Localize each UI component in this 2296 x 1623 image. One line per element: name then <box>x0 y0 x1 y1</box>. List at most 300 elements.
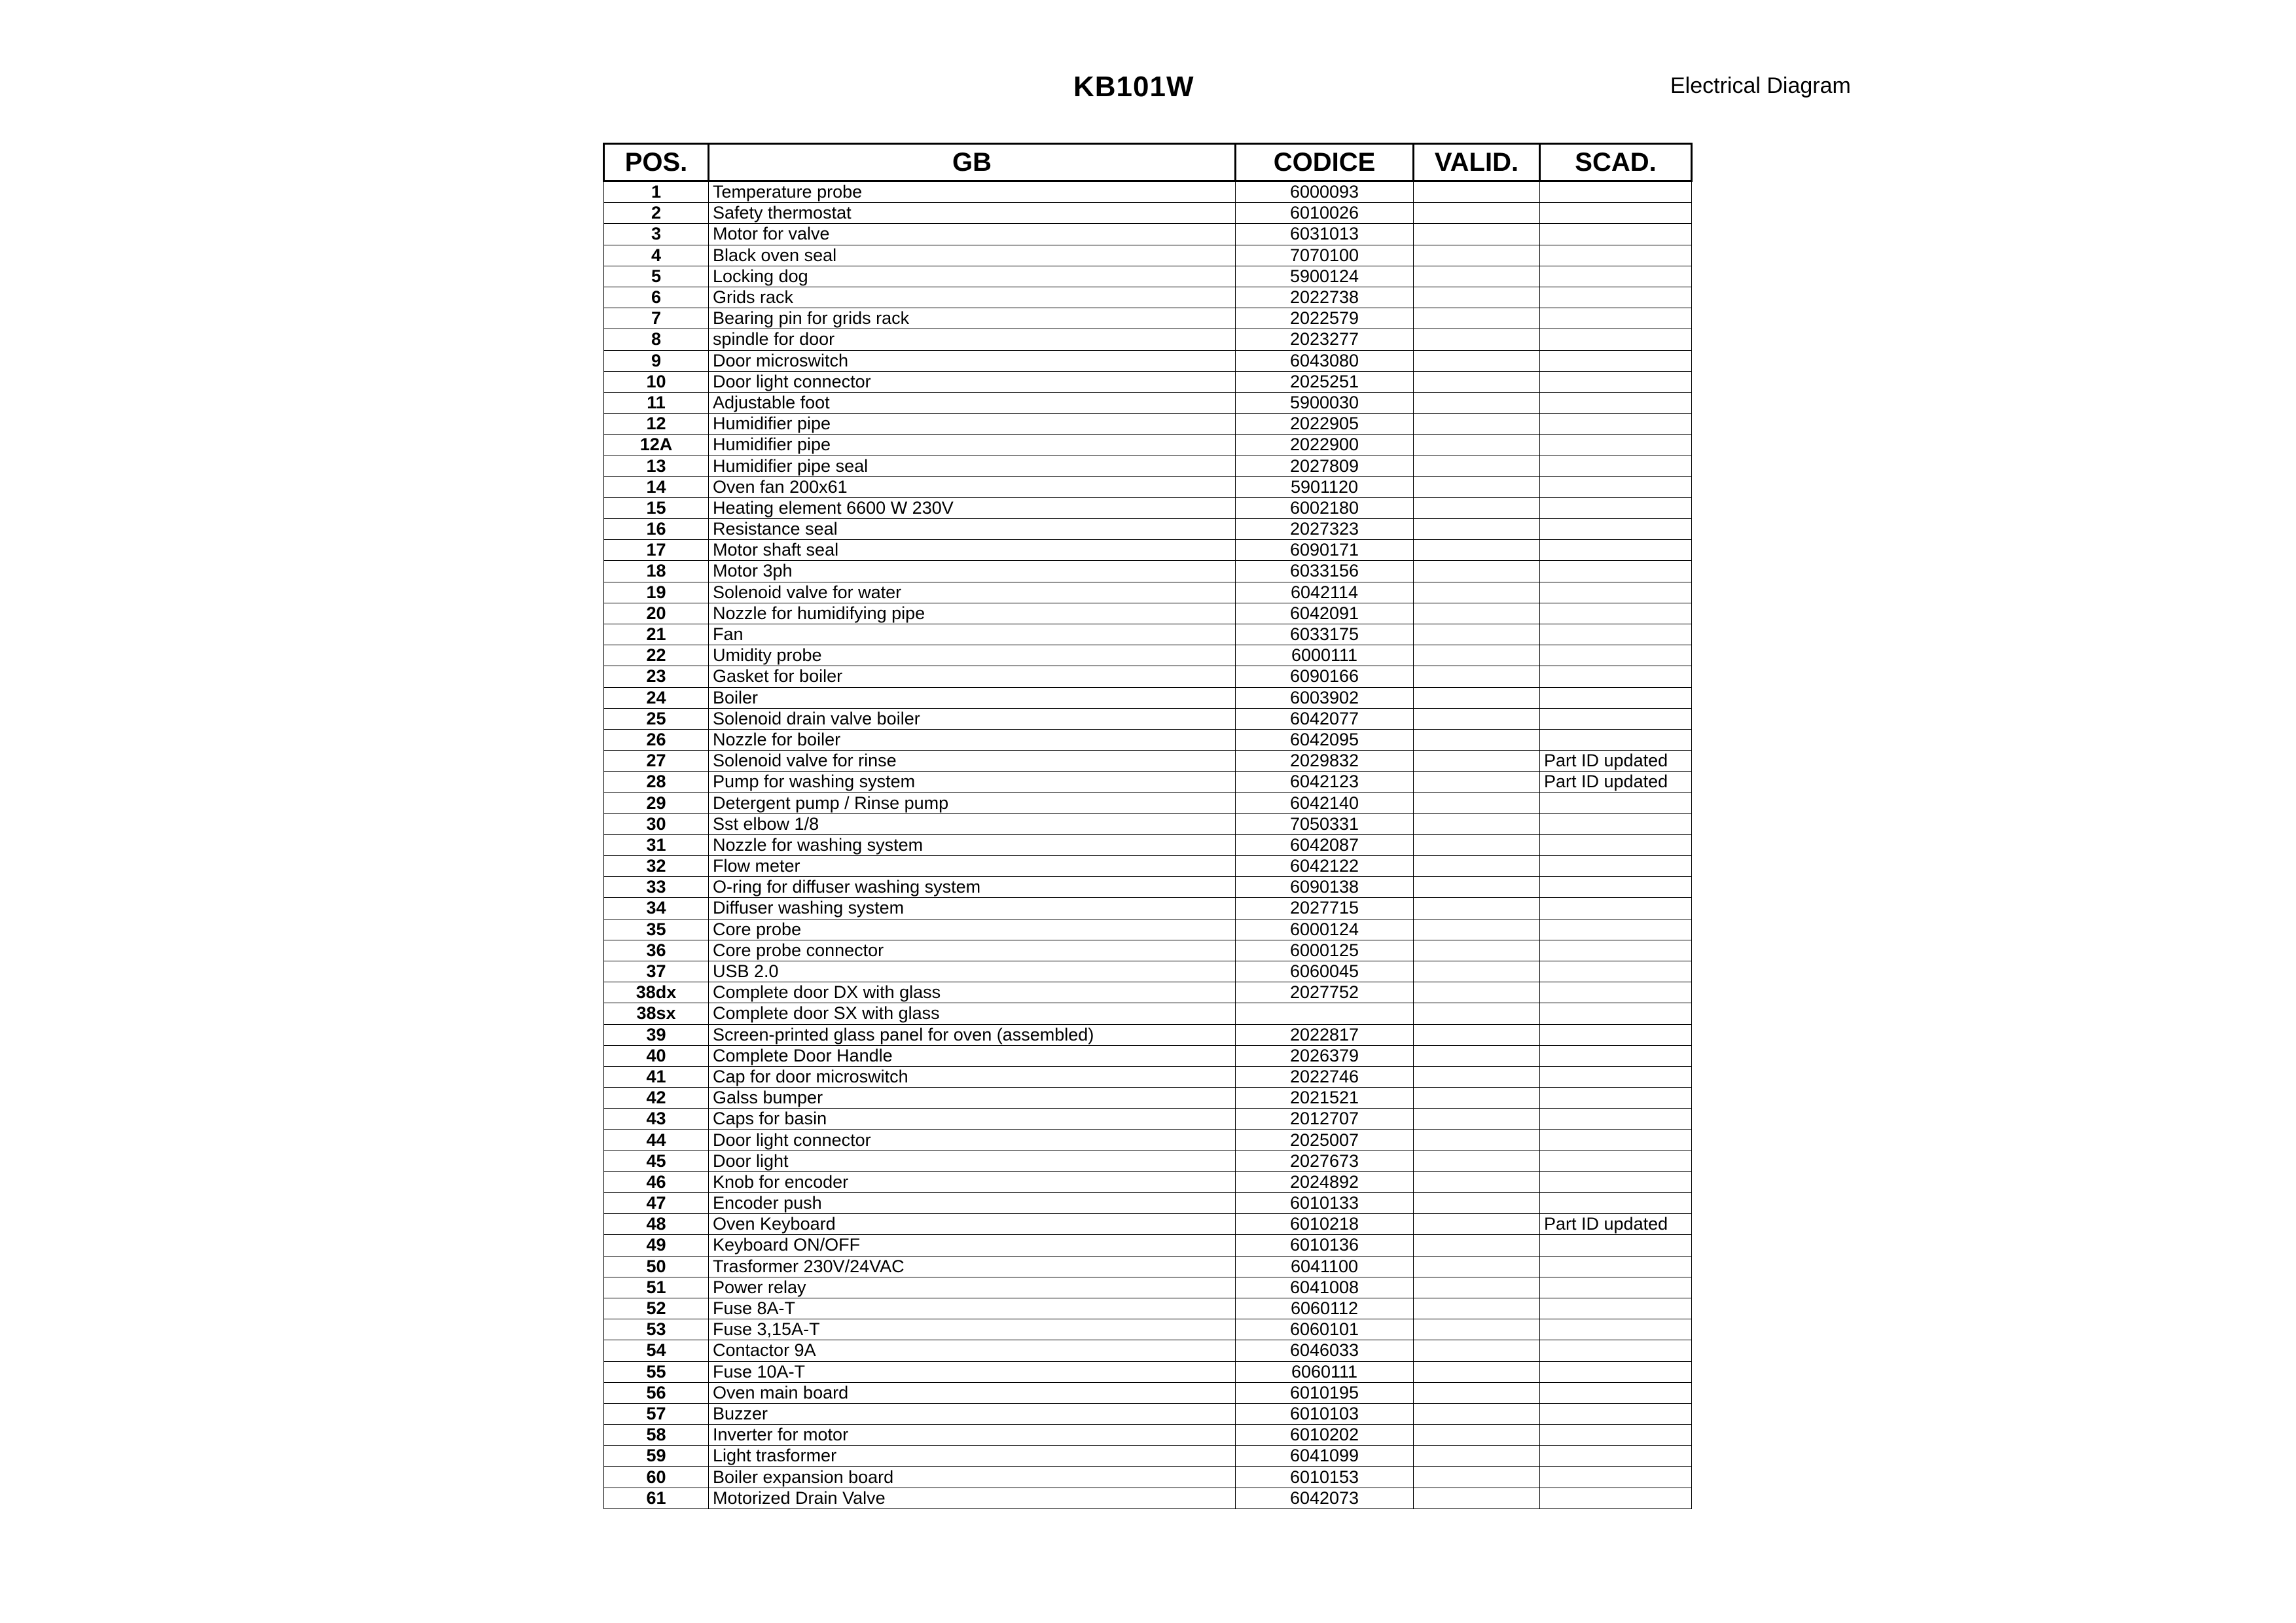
cell-scad <box>1540 624 1692 645</box>
cell-desc: Grids rack <box>709 287 1236 308</box>
table-row <box>604 1066 1692 1087</box>
cell-scad <box>1540 1340 1692 1361</box>
cell-valid <box>1414 751 1540 772</box>
cell-pos: 59 <box>604 1446 709 1467</box>
cell-desc: Solenoid valve for rinse <box>709 751 1236 772</box>
cell-code: 2022579 <box>1236 308 1414 329</box>
cell-pos: 48 <box>604 1214 709 1235</box>
cell-pos: 22 <box>604 645 709 666</box>
cell-code: 2022746 <box>1236 1066 1414 1087</box>
column-header-valid: VALID. <box>1414 144 1540 181</box>
cell-pos: 16 <box>604 519 709 540</box>
table-row <box>604 1024 1692 1045</box>
cell-desc: USB 2.0 <box>709 961 1236 982</box>
table-row <box>604 1235 1692 1256</box>
cell-code: 7050331 <box>1236 813 1414 834</box>
cell-valid <box>1414 350 1540 371</box>
cell-scad <box>1540 1277 1692 1298</box>
cell-scad <box>1540 203 1692 224</box>
cell-code: 6060111 <box>1236 1361 1414 1382</box>
cell-valid <box>1414 455 1540 476</box>
cell-desc: Galss bumper <box>709 1088 1236 1109</box>
cell-scad <box>1540 603 1692 624</box>
cell-pos: 25 <box>604 708 709 729</box>
cell-desc: Humidifier pipe seal <box>709 455 1236 476</box>
cell-scad <box>1540 455 1692 476</box>
cell-valid <box>1414 329 1540 350</box>
cell-pos: 27 <box>604 751 709 772</box>
cell-pos: 7 <box>604 308 709 329</box>
cell-valid <box>1414 1024 1540 1045</box>
cell-scad <box>1540 1150 1692 1171</box>
table-row <box>604 1361 1692 1382</box>
cell-valid <box>1414 371 1540 392</box>
table-row <box>604 582 1692 603</box>
cell-pos: 31 <box>604 834 709 855</box>
cell-desc: Humidifier pipe <box>709 414 1236 435</box>
cell-scad <box>1540 392 1692 413</box>
cell-valid <box>1414 1150 1540 1171</box>
cell-scad <box>1540 224 1692 245</box>
cell-code: 6041008 <box>1236 1277 1414 1298</box>
cell-scad <box>1540 961 1692 982</box>
cell-pos: 43 <box>604 1109 709 1130</box>
cell-pos: 33 <box>604 877 709 898</box>
cell-valid <box>1414 603 1540 624</box>
cell-pos: 54 <box>604 1340 709 1361</box>
cell-pos: 12 <box>604 414 709 435</box>
cell-desc: Door light <box>709 1150 1236 1171</box>
cell-code: 2024892 <box>1236 1171 1414 1192</box>
cell-pos: 37 <box>604 961 709 982</box>
cell-desc: Caps for basin <box>709 1109 1236 1130</box>
cell-pos: 9 <box>604 350 709 371</box>
cell-code: 2027323 <box>1236 519 1414 540</box>
cell-pos: 44 <box>604 1130 709 1150</box>
cell-pos: 18 <box>604 561 709 582</box>
cell-code: 6042095 <box>1236 729 1414 750</box>
cell-pos: 23 <box>604 666 709 687</box>
cell-desc: Temperature probe <box>709 181 1236 203</box>
cell-pos: 13 <box>604 455 709 476</box>
cell-pos: 3 <box>604 224 709 245</box>
table-row <box>604 181 1692 203</box>
cell-code: 5901120 <box>1236 476 1414 497</box>
cell-desc: Core probe <box>709 919 1236 940</box>
table-row <box>604 519 1692 540</box>
table-row <box>604 772 1692 793</box>
cell-scad <box>1540 1109 1692 1130</box>
cell-pos: 32 <box>604 856 709 877</box>
table-row <box>604 793 1692 813</box>
cell-pos: 8 <box>604 329 709 350</box>
cell-valid <box>1414 856 1540 877</box>
table-row <box>604 203 1692 224</box>
cell-valid <box>1414 1382 1540 1403</box>
cell-scad <box>1540 1446 1692 1467</box>
cell-scad <box>1540 371 1692 392</box>
cell-pos: 55 <box>604 1361 709 1382</box>
cell-valid <box>1414 1256 1540 1277</box>
cell-code: 7070100 <box>1236 245 1414 266</box>
cell-scad <box>1540 898 1692 919</box>
cell-valid <box>1414 582 1540 603</box>
cell-valid <box>1414 224 1540 245</box>
table-row <box>604 350 1692 371</box>
cell-pos: 20 <box>604 603 709 624</box>
cell-valid <box>1414 687 1540 708</box>
cell-desc: Fuse 8A-T <box>709 1298 1236 1319</box>
cell-desc: Knob for encoder <box>709 1171 1236 1192</box>
table-row <box>604 1488 1692 1508</box>
cell-code: 6031013 <box>1236 224 1414 245</box>
table-header-row <box>604 144 1692 181</box>
cell-pos: 14 <box>604 476 709 497</box>
table-row <box>604 1003 1692 1024</box>
cell-valid <box>1414 497 1540 518</box>
cell-valid <box>1414 877 1540 898</box>
table-row <box>604 266 1692 287</box>
cell-desc: Flow meter <box>709 856 1236 877</box>
cell-code: 6010153 <box>1236 1467 1414 1488</box>
table-row <box>604 1045 1692 1066</box>
cell-code: 6000124 <box>1236 919 1414 940</box>
cell-desc: Motor 3ph <box>709 561 1236 582</box>
cell-scad <box>1540 181 1692 203</box>
cell-scad <box>1540 1382 1692 1403</box>
cell-desc: Boiler <box>709 687 1236 708</box>
cell-valid <box>1414 1446 1540 1467</box>
table-row <box>604 1425 1692 1446</box>
cell-valid <box>1414 245 1540 266</box>
cell-desc: Buzzer <box>709 1403 1236 1424</box>
cell-scad: Part ID updated <box>1540 751 1692 772</box>
cell-pos: 42 <box>604 1088 709 1109</box>
cell-pos: 45 <box>604 1150 709 1171</box>
cell-scad <box>1540 645 1692 666</box>
cell-valid <box>1414 772 1540 793</box>
table-row <box>604 666 1692 687</box>
cell-pos: 58 <box>604 1425 709 1446</box>
cell-pos: 5 <box>604 266 709 287</box>
cell-desc: Complete Door Handle <box>709 1045 1236 1066</box>
cell-valid <box>1414 729 1540 750</box>
cell-code: 6010133 <box>1236 1193 1414 1214</box>
cell-valid <box>1414 435 1540 455</box>
cell-valid <box>1414 1488 1540 1508</box>
table-row <box>604 687 1692 708</box>
parts-table-body <box>604 181 1692 1509</box>
cell-code: 6002180 <box>1236 497 1414 518</box>
table-row <box>604 961 1692 982</box>
table-row <box>604 1467 1692 1488</box>
cell-desc: Nozzle for boiler <box>709 729 1236 750</box>
table-row <box>604 455 1692 476</box>
cell-valid <box>1414 645 1540 666</box>
cell-desc: Diffuser washing system <box>709 898 1236 919</box>
cell-scad <box>1540 1130 1692 1150</box>
column-header-scad: SCAD. <box>1540 144 1692 181</box>
cell-scad <box>1540 308 1692 329</box>
table-row <box>604 708 1692 729</box>
cell-pos: 36 <box>604 940 709 961</box>
cell-pos: 40 <box>604 1045 709 1066</box>
cell-pos: 38sx <box>604 1003 709 1024</box>
cell-code <box>1236 1003 1414 1024</box>
cell-pos: 19 <box>604 582 709 603</box>
cell-scad <box>1540 1193 1692 1214</box>
table-row <box>604 1130 1692 1150</box>
cell-pos: 51 <box>604 1277 709 1298</box>
cell-desc: Resistance seal <box>709 519 1236 540</box>
cell-desc: Power relay <box>709 1277 1236 1298</box>
cell-valid <box>1414 181 1540 203</box>
cell-code: 6060112 <box>1236 1298 1414 1319</box>
cell-valid <box>1414 1130 1540 1150</box>
cell-code: 2029832 <box>1236 751 1414 772</box>
cell-desc: Locking dog <box>709 266 1236 287</box>
cell-code: 6003902 <box>1236 687 1414 708</box>
cell-code: 6042123 <box>1236 772 1414 793</box>
cell-pos: 46 <box>604 1171 709 1192</box>
cell-code: 6010195 <box>1236 1382 1414 1403</box>
cell-desc: Trasformer 230V/24VAC <box>709 1256 1236 1277</box>
cell-desc: Gasket for boiler <box>709 666 1236 687</box>
table-row <box>604 1171 1692 1192</box>
cell-pos: 11 <box>604 392 709 413</box>
cell-pos: 53 <box>604 1319 709 1340</box>
cell-pos: 24 <box>604 687 709 708</box>
table-row <box>604 751 1692 772</box>
table-row <box>604 371 1692 392</box>
cell-desc: Oven fan 200x61 <box>709 476 1236 497</box>
cell-valid <box>1414 519 1540 540</box>
table-row <box>604 1446 1692 1467</box>
cell-code: 2027715 <box>1236 898 1414 919</box>
cell-valid <box>1414 1088 1540 1109</box>
table-row <box>604 813 1692 834</box>
cell-code: 6010218 <box>1236 1214 1414 1235</box>
table-row <box>604 603 1692 624</box>
cell-code: 6000111 <box>1236 645 1414 666</box>
cell-scad <box>1540 1467 1692 1488</box>
cell-desc: Pump for washing system <box>709 772 1236 793</box>
cell-desc: Motor shaft seal <box>709 540 1236 561</box>
cell-valid <box>1414 919 1540 940</box>
cell-desc: Motor for valve <box>709 224 1236 245</box>
cell-scad <box>1540 561 1692 582</box>
table-row <box>604 856 1692 877</box>
cell-valid <box>1414 898 1540 919</box>
cell-valid <box>1414 624 1540 645</box>
cell-desc: Nozzle for washing system <box>709 834 1236 855</box>
document-subtitle: Electrical Diagram <box>1670 73 1851 98</box>
cell-valid <box>1414 982 1540 1003</box>
cell-valid <box>1414 666 1540 687</box>
cell-code: 6042087 <box>1236 834 1414 855</box>
table-row <box>604 1403 1692 1424</box>
cell-code: 2012707 <box>1236 1109 1414 1130</box>
cell-pos: 61 <box>604 1488 709 1508</box>
cell-pos: 10 <box>604 371 709 392</box>
cell-valid <box>1414 308 1540 329</box>
cell-pos: 21 <box>604 624 709 645</box>
table-row <box>604 435 1692 455</box>
cell-scad <box>1540 329 1692 350</box>
cell-desc: Nozzle for humidifying pipe <box>709 603 1236 624</box>
cell-desc: Door microswitch <box>709 350 1236 371</box>
cell-desc: Core probe connector <box>709 940 1236 961</box>
cell-pos: 30 <box>604 813 709 834</box>
cell-desc: spindle for door <box>709 329 1236 350</box>
cell-desc: Encoder push <box>709 1193 1236 1214</box>
cell-scad <box>1540 1403 1692 1424</box>
cell-valid <box>1414 793 1540 813</box>
cell-desc: Screen-printed glass panel for oven (assembled) <box>709 1024 1236 1045</box>
cell-scad <box>1540 1298 1692 1319</box>
table-row <box>604 287 1692 308</box>
cell-desc: Door light connector <box>709 371 1236 392</box>
cell-valid <box>1414 1298 1540 1319</box>
cell-scad <box>1540 1024 1692 1045</box>
table-row <box>604 729 1692 750</box>
column-header-codice: CODICE <box>1236 144 1414 181</box>
cell-scad <box>1540 414 1692 435</box>
cell-code: 2021521 <box>1236 1088 1414 1109</box>
cell-scad <box>1540 940 1692 961</box>
cell-desc: Complete door DX with glass <box>709 982 1236 1003</box>
cell-scad <box>1540 1319 1692 1340</box>
cell-desc: Solenoid drain valve boiler <box>709 708 1236 729</box>
table-row <box>604 392 1692 413</box>
cell-scad <box>1540 793 1692 813</box>
cell-desc: Detergent pump / Rinse pump <box>709 793 1236 813</box>
cell-pos: 60 <box>604 1467 709 1488</box>
cell-code: 5900124 <box>1236 266 1414 287</box>
cell-code: 6042091 <box>1236 603 1414 624</box>
table-row <box>604 540 1692 561</box>
table-row <box>604 834 1692 855</box>
table-row <box>604 224 1692 245</box>
cell-desc: O-ring for diffuser washing system <box>709 877 1236 898</box>
document-title: KB101W <box>1073 71 1194 103</box>
cell-valid <box>1414 287 1540 308</box>
cell-desc: Complete door SX with glass <box>709 1003 1236 1024</box>
cell-valid <box>1414 476 1540 497</box>
cell-code: 2022900 <box>1236 435 1414 455</box>
cell-code: 6033156 <box>1236 561 1414 582</box>
table-row <box>604 1193 1692 1214</box>
table-row <box>604 329 1692 350</box>
cell-code: 6042122 <box>1236 856 1414 877</box>
cell-valid <box>1414 1066 1540 1087</box>
cell-scad <box>1540 1088 1692 1109</box>
cell-valid <box>1414 1109 1540 1130</box>
column-header-pos: POS. <box>604 144 709 181</box>
cell-code: 2025007 <box>1236 1130 1414 1150</box>
cell-pos: 49 <box>604 1235 709 1256</box>
cell-desc: Contactor 9A <box>709 1340 1236 1361</box>
cell-code: 6042073 <box>1236 1488 1414 1508</box>
cell-desc: Light trasformer <box>709 1446 1236 1467</box>
cell-desc: Fuse 3,15A-T <box>709 1319 1236 1340</box>
cell-pos: 34 <box>604 898 709 919</box>
cell-scad <box>1540 497 1692 518</box>
cell-code: 6090171 <box>1236 540 1414 561</box>
table-row <box>604 414 1692 435</box>
table-row <box>604 919 1692 940</box>
cell-pos: 38dx <box>604 982 709 1003</box>
cell-valid <box>1414 940 1540 961</box>
cell-desc: Fan <box>709 624 1236 645</box>
cell-pos: 56 <box>604 1382 709 1403</box>
cell-valid <box>1414 1425 1540 1446</box>
cell-scad <box>1540 476 1692 497</box>
table-row <box>604 1319 1692 1340</box>
cell-pos: 41 <box>604 1066 709 1087</box>
cell-valid <box>1414 392 1540 413</box>
cell-scad <box>1540 877 1692 898</box>
cell-scad <box>1540 1171 1692 1192</box>
cell-scad <box>1540 708 1692 729</box>
cell-scad <box>1540 1425 1692 1446</box>
cell-desc: Bearing pin for grids rack <box>709 308 1236 329</box>
cell-scad <box>1540 666 1692 687</box>
cell-code: 6060045 <box>1236 961 1414 982</box>
cell-code: 6010202 <box>1236 1425 1414 1446</box>
cell-code: 2027752 <box>1236 982 1414 1003</box>
table-row <box>604 940 1692 961</box>
cell-code: 2022738 <box>1236 287 1414 308</box>
cell-valid <box>1414 1277 1540 1298</box>
table-row <box>604 877 1692 898</box>
cell-valid <box>1414 1235 1540 1256</box>
cell-pos: 35 <box>604 919 709 940</box>
cell-scad <box>1540 729 1692 750</box>
cell-scad <box>1540 856 1692 877</box>
cell-scad <box>1540 1256 1692 1277</box>
table-row <box>604 476 1692 497</box>
column-header-gb: GB <box>709 144 1236 181</box>
cell-desc: Oven main board <box>709 1382 1236 1403</box>
cell-valid <box>1414 1045 1540 1066</box>
cell-desc: Adjustable foot <box>709 392 1236 413</box>
cell-code: 6010026 <box>1236 203 1414 224</box>
table-row <box>604 624 1692 645</box>
cell-scad <box>1540 982 1692 1003</box>
cell-code: 6042140 <box>1236 793 1414 813</box>
cell-desc: Humidifier pipe <box>709 435 1236 455</box>
cell-desc: Cap for door microswitch <box>709 1066 1236 1087</box>
cell-code: 6010136 <box>1236 1235 1414 1256</box>
cell-pos: 26 <box>604 729 709 750</box>
cell-valid <box>1414 1214 1540 1235</box>
cell-desc: Safety thermostat <box>709 203 1236 224</box>
cell-scad <box>1540 919 1692 940</box>
table-row <box>604 245 1692 266</box>
table-row <box>604 1298 1692 1319</box>
table-row <box>604 1150 1692 1171</box>
cell-code: 2025251 <box>1236 371 1414 392</box>
cell-scad <box>1540 1361 1692 1382</box>
cell-code: 6010103 <box>1236 1403 1414 1424</box>
cell-pos: 2 <box>604 203 709 224</box>
cell-code: 5900030 <box>1236 392 1414 413</box>
table-row <box>604 497 1692 518</box>
table-row <box>604 1340 1692 1361</box>
cell-desc: Heating element 6600 W 230V <box>709 497 1236 518</box>
cell-valid <box>1414 266 1540 287</box>
